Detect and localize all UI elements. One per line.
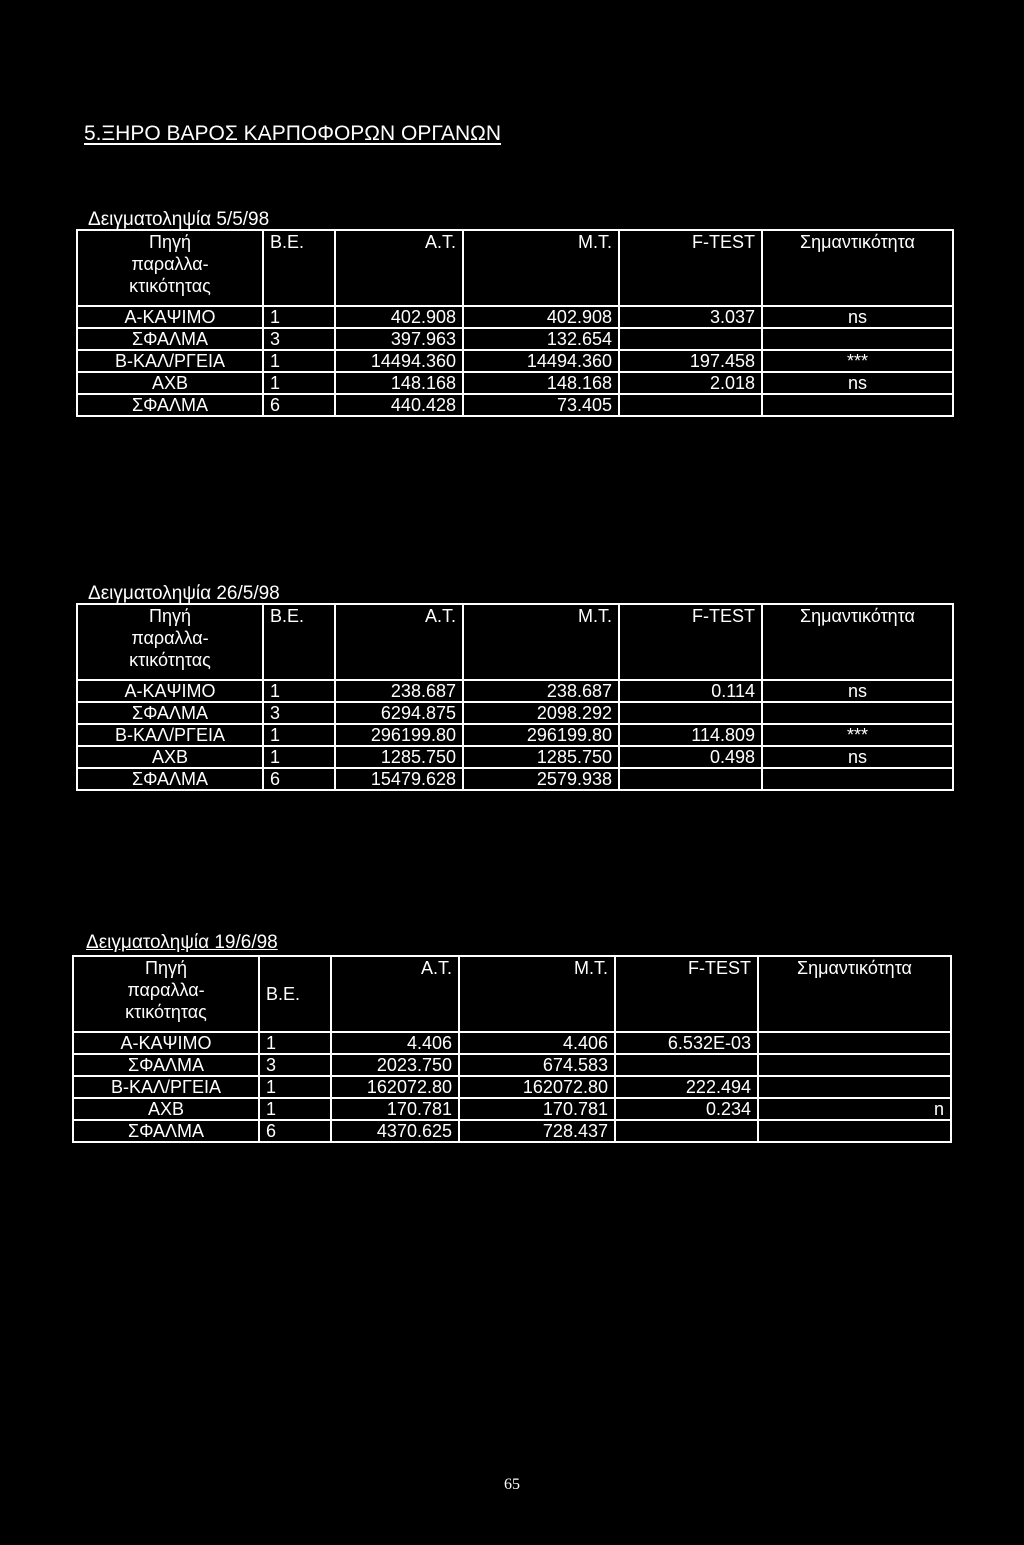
cell-ss: 2023.750 — [331, 1054, 459, 1076]
table-row — [73, 1120, 951, 1142]
cell-significance — [758, 1054, 951, 1076]
cell-ss: 402.908 — [335, 306, 463, 328]
header-source — [77, 604, 263, 680]
cell-source: Α-ΚΑΨΙΜΟ — [77, 306, 263, 328]
cell-source: ΣΦΑΛΜΑ — [77, 768, 263, 790]
header-df: Β.Ε. — [263, 604, 335, 680]
cell-ss: 4.406 — [331, 1032, 459, 1054]
header-significance: Σημαντικότητα — [762, 230, 953, 306]
cell-f-test — [615, 1120, 758, 1142]
header-significance: Σημαντικότητα — [758, 956, 951, 1032]
table-row — [77, 306, 953, 328]
table-row — [77, 680, 953, 702]
header-source-line: παραλλα- — [131, 628, 209, 648]
cell-ss: 162072.80 — [331, 1076, 459, 1098]
cell-ss: 296199.80 — [335, 724, 463, 746]
cell-ms: 2579.938 — [463, 768, 619, 790]
cell-significance: ns — [762, 372, 953, 394]
table-row — [73, 1054, 951, 1076]
table-row — [73, 1032, 951, 1054]
cell-source: ΣΦΑΛΜΑ — [73, 1054, 259, 1076]
cell-ms: 132.654 — [463, 328, 619, 350]
table-row — [77, 394, 953, 416]
cell-f-test: 0.234 — [615, 1098, 758, 1120]
cell-significance — [758, 1120, 951, 1142]
table-row — [77, 328, 953, 350]
table-header-row — [77, 604, 953, 680]
cell-f-test: 222.494 — [615, 1076, 758, 1098]
header-source-line: Πηγή — [148, 606, 192, 626]
cell-df: 1 — [259, 1098, 331, 1120]
header-ss: Α.Τ. — [335, 604, 463, 680]
header-source-line: Πηγή — [144, 958, 188, 978]
cell-source: ΑΧΒ — [73, 1098, 259, 1120]
cell-f-test: 0.498 — [619, 746, 762, 768]
page-number: 65 — [504, 1476, 520, 1493]
cell-df: 1 — [263, 680, 335, 702]
table-header-row — [73, 956, 951, 1032]
cell-significance — [762, 328, 953, 350]
cell-significance: ns — [762, 746, 953, 768]
header-f-test: F-TEST — [619, 604, 762, 680]
cell-ss: 397.963 — [335, 328, 463, 350]
cell-significance — [762, 702, 953, 724]
cell-df: 1 — [263, 350, 335, 372]
table-row — [77, 702, 953, 724]
cell-significance: *** — [762, 350, 953, 372]
cell-significance — [758, 1032, 951, 1054]
cell-ms: 14494.360 — [463, 350, 619, 372]
cell-significance: n — [758, 1098, 951, 1120]
cell-ss: 14494.360 — [335, 350, 463, 372]
cell-f-test: 3.037 — [619, 306, 762, 328]
cell-source: ΣΦΑΛΜΑ — [73, 1120, 259, 1142]
cell-f-test — [619, 328, 762, 350]
anova-table — [72, 955, 952, 1143]
cell-df: 1 — [263, 746, 335, 768]
cell-ms: 162072.80 — [459, 1076, 615, 1098]
cell-significance: *** — [762, 724, 953, 746]
cell-df: 1 — [259, 1032, 331, 1054]
cell-ms: 402.908 — [463, 306, 619, 328]
cell-ss: 238.687 — [335, 680, 463, 702]
header-source-line: κτικότητας — [125, 1002, 207, 1022]
cell-df: 3 — [259, 1054, 331, 1076]
header-df: Β.Ε. — [259, 956, 331, 1032]
table-row — [77, 746, 953, 768]
cell-source: ΣΦΑΛΜΑ — [77, 702, 263, 724]
cell-source: Α-ΚΑΨΙΜΟ — [73, 1032, 259, 1054]
cell-source: ΣΦΑΛΜΑ — [77, 328, 263, 350]
cell-ms: 238.687 — [463, 680, 619, 702]
cell-ss: 4370.625 — [331, 1120, 459, 1142]
cell-source: ΑΧΒ — [77, 372, 263, 394]
cell-ss: 6294.875 — [335, 702, 463, 724]
page-title: 5.ΞΗΡΟ ΒΑΡΟΣ ΚΑΡΠΟΦΟΡΩΝ ΟΡΓΑΝΩΝ — [84, 122, 502, 145]
cell-ms: 674.583 — [459, 1054, 615, 1076]
table-caption: Δειγματοληψία 26/5/98 — [88, 583, 280, 604]
cell-ms: 2098.292 — [463, 702, 619, 724]
header-source-line: παραλλα- — [131, 254, 209, 274]
cell-ms: 148.168 — [463, 372, 619, 394]
header-ms: Μ.Τ. — [459, 956, 615, 1032]
cell-df: 1 — [263, 372, 335, 394]
cell-f-test — [619, 702, 762, 724]
cell-source: Α-ΚΑΨΙΜΟ — [77, 680, 263, 702]
cell-ss: 1285.750 — [335, 746, 463, 768]
header-ms: Μ.Τ. — [463, 604, 619, 680]
cell-significance: ns — [762, 306, 953, 328]
table-row — [77, 724, 953, 746]
cell-ms: 170.781 — [459, 1098, 615, 1120]
header-df: Β.Ε. — [263, 230, 335, 306]
cell-df: 1 — [259, 1076, 331, 1098]
table-row — [77, 350, 953, 372]
header-source — [77, 230, 263, 306]
cell-significance — [762, 394, 953, 416]
cell-f-test — [619, 768, 762, 790]
cell-f-test: 2.018 — [619, 372, 762, 394]
table-row — [77, 768, 953, 790]
cell-f-test: 6.532E-03 — [615, 1032, 758, 1054]
cell-ss: 440.428 — [335, 394, 463, 416]
cell-f-test: 0.114 — [619, 680, 762, 702]
cell-df: 1 — [263, 306, 335, 328]
header-ss: Α.Τ. — [335, 230, 463, 306]
cell-df: 6 — [263, 394, 335, 416]
cell-ms: 296199.80 — [463, 724, 619, 746]
cell-significance — [758, 1076, 951, 1098]
anova-table — [76, 603, 954, 791]
cell-significance — [762, 768, 953, 790]
cell-source: Β-ΚΑΛ/ΡΓΕΙΑ — [77, 350, 263, 372]
header-source-line: Πηγή — [148, 232, 192, 252]
cell-f-test: 197.458 — [619, 350, 762, 372]
cell-ss: 148.168 — [335, 372, 463, 394]
cell-source: Β-ΚΑΛ/ΡΓΕΙΑ — [73, 1076, 259, 1098]
header-f-test: F-TEST — [615, 956, 758, 1032]
cell-df: 3 — [263, 328, 335, 350]
cell-ms: 1285.750 — [463, 746, 619, 768]
anova-table — [76, 229, 954, 417]
cell-f-test — [615, 1054, 758, 1076]
table-caption: Δειγματοληψία 19/6/98 — [86, 932, 278, 953]
header-ss: Α.Τ. — [331, 956, 459, 1032]
cell-significance: ns — [762, 680, 953, 702]
cell-ms: 73.405 — [463, 394, 619, 416]
cell-ms: 728.437 — [459, 1120, 615, 1142]
cell-df: 6 — [259, 1120, 331, 1142]
header-source-line: παραλλα- — [127, 980, 205, 1000]
header-source-line: κτικότητας — [129, 276, 211, 296]
header-f-test: F-TEST — [619, 230, 762, 306]
cell-source: Β-ΚΑΛ/ΡΓΕΙΑ — [77, 724, 263, 746]
cell-df: 6 — [263, 768, 335, 790]
cell-df: 3 — [263, 702, 335, 724]
table-row — [73, 1076, 951, 1098]
table-header-row — [77, 230, 953, 306]
cell-source: ΑΧΒ — [77, 746, 263, 768]
table-row — [73, 1098, 951, 1120]
cell-f-test — [619, 394, 762, 416]
cell-ss: 15479.628 — [335, 768, 463, 790]
table-caption: Δειγματοληψία 5/5/98 — [88, 209, 270, 230]
cell-ss: 170.781 — [331, 1098, 459, 1120]
cell-ms: 4.406 — [459, 1032, 615, 1054]
table-row — [77, 372, 953, 394]
cell-df: 1 — [263, 724, 335, 746]
cell-source: ΣΦΑΛΜΑ — [77, 394, 263, 416]
header-source-line: κτικότητας — [129, 650, 211, 670]
header-ms: Μ.Τ. — [463, 230, 619, 306]
cell-f-test: 114.809 — [619, 724, 762, 746]
header-source — [73, 956, 259, 1032]
header-significance: Σημαντικότητα — [762, 604, 953, 680]
